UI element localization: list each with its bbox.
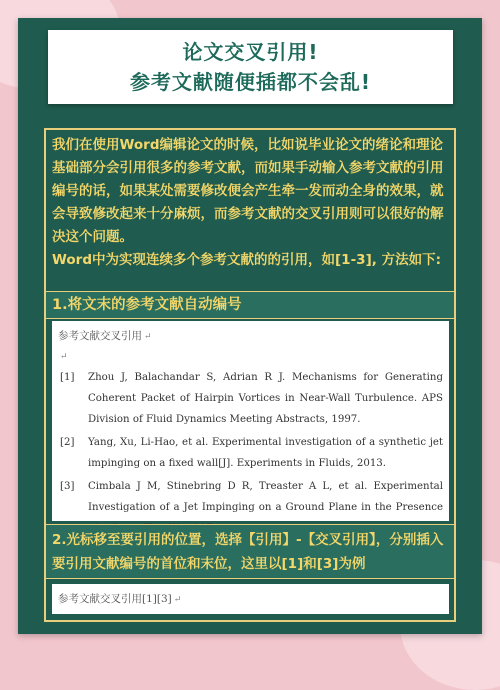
- title-box: [48, 30, 453, 104]
- reference-number: [1]: [60, 372, 75, 383]
- document-citation-line: [58, 590, 443, 610]
- reference-number: [2]: [60, 437, 75, 448]
- reference-text: Zhou J, Balachandar S, Adrian R J. Mechanisms for Generating Coherent Packet of Hairpin Vortices in Near-Wall Turbulence. APS Division of Fluid Dynamics Meeting Abstracts, 1997.: [88, 372, 443, 425]
- reference-text: Cimbala J M, Stinebring D R, Treaster A L, et al. Experimental Investigation of a Jet Impinging on a Ground Plane in the Presence: [88, 481, 443, 513]
- reference-item: [58, 367, 443, 430]
- reference-text: Yang, Xu, Li-Hao, et al. Experimental investigation of a synthetic jet impinging on a fixed wall[J]. Experiments in Fluids, 2013.: [88, 437, 443, 469]
- document-heading: [58, 327, 443, 347]
- document-screenshot-references: [52, 321, 449, 521]
- step-1-heading: 1.将文末的参考文献自动编号: [46, 291, 454, 319]
- intro-text: [52, 134, 452, 272]
- document-citation-text: 参考文献交叉引用[1][3]: [58, 593, 172, 605]
- title-line-1: 论文交叉引用!: [182, 40, 319, 64]
- intro-paragraph-2: Word中为实现连续多个参考文献的的引用，如[1-3], 方法如下:: [52, 252, 441, 268]
- pilcrow-icon: ↵: [173, 595, 182, 605]
- pilcrow-icon: ↵: [144, 332, 152, 342]
- reference-item: [58, 432, 443, 474]
- document-heading-text: 参考文献交叉引用: [58, 330, 142, 342]
- reference-number: [3]: [60, 481, 75, 492]
- intro-paragraph-1: 我们在使用Word编辑论文的时候，比如说毕业论文的绪论和理论基础部分会引用很多的参考文献，而如果手动输入参考文献的引用编号的话，如果某处需要修改便会产生牵一发而动全身的效果，就会导致修改起来十分麻烦，而参考文献的交叉引用则可以很好的解决这个问题。: [52, 137, 444, 245]
- pilcrow-icon: ↵: [60, 352, 68, 362]
- document-screenshot-citation: [52, 584, 449, 614]
- title-line-2: 参考文献随便插都不会乱!: [129, 70, 372, 94]
- step-2-heading: 2.光标移至要引用的位置，选择【引用】-【交叉引用】，分别插入要引用文献编号的首位和末位，这里以[1]和[3]为例: [46, 524, 454, 579]
